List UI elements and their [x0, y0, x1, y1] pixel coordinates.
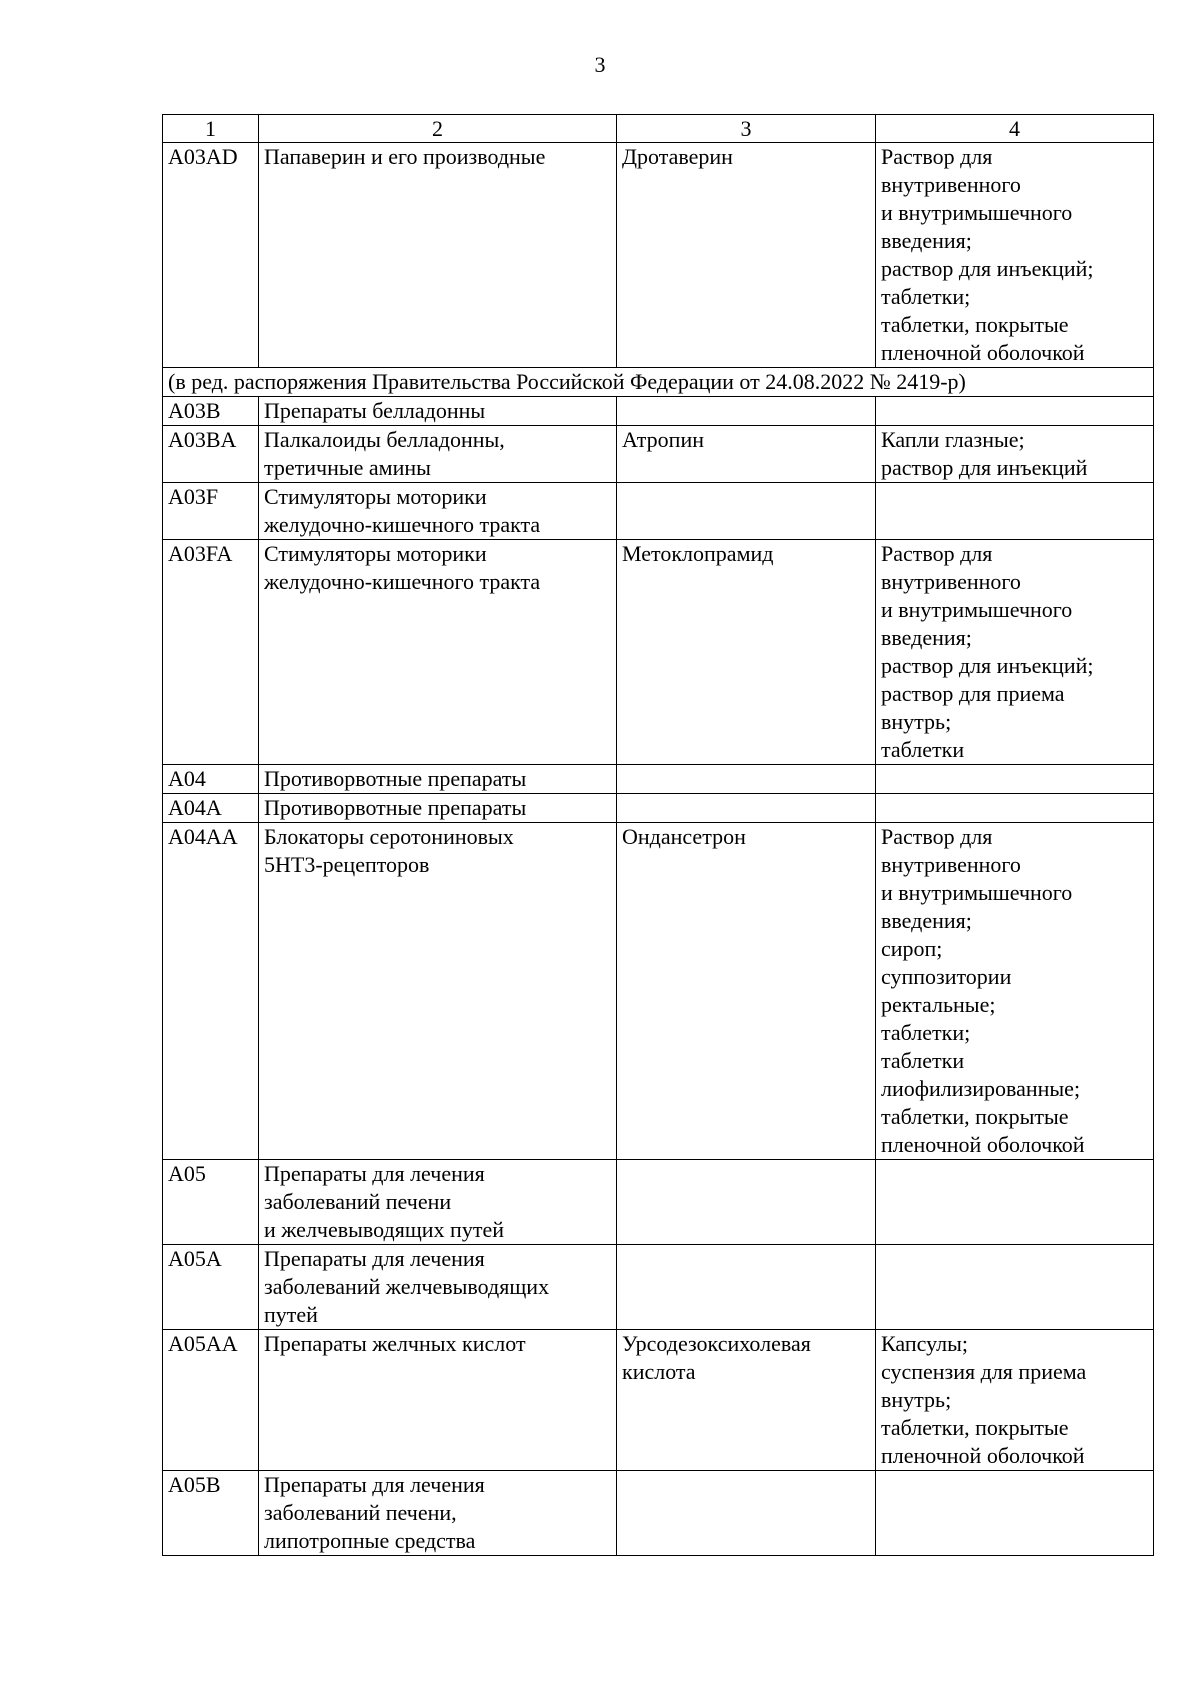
- group-name-cell: Препараты для лечения заболеваний желчевыводящих путей: [259, 1245, 617, 1330]
- group-name-cell: Блокаторы серотониновых 5HT3-рецепторов: [259, 823, 617, 1160]
- group-name-cell: Стимуляторы моторики желудочно-кишечного тракта: [259, 540, 617, 765]
- table-row: [163, 765, 1154, 794]
- group-name-cell: Противорвотные препараты: [259, 765, 617, 794]
- drug-name-cell: [617, 1471, 876, 1556]
- atc-code-cell: A05A: [163, 1245, 259, 1330]
- table-note-row: [163, 368, 1154, 397]
- group-name-cell: Палкалоиды белладонны, третичные амины: [259, 426, 617, 483]
- atc-code-cell: A04: [163, 765, 259, 794]
- dosage-form-cell: [876, 397, 1154, 426]
- dosage-form-cell: Раствор для внутривенного и внутримышечного введения; сироп; суппозитории ректальные; таблетки; таблетки лиофилизированные; таблетки, покрытые пленочной оболочкой: [876, 823, 1154, 1160]
- drug-name-cell: [617, 794, 876, 823]
- drug-table: [162, 114, 1154, 1556]
- group-name-cell: Стимуляторы моторики желудочно-кишечного тракта: [259, 483, 617, 540]
- atc-code-cell: A03FA: [163, 540, 259, 765]
- drug-name-cell: [617, 483, 876, 540]
- drug-name-cell: Ондансетрон: [617, 823, 876, 1160]
- table-row: [163, 823, 1154, 1160]
- group-name-cell: Препараты желчных кислот: [259, 1330, 617, 1471]
- drug-name-cell: [617, 1160, 876, 1245]
- dosage-form-cell: Раствор для внутривенного и внутримышечного введения; раствор для инъекций; таблетки; таблетки, покрытые пленочной оболочкой: [876, 143, 1154, 368]
- group-name-cell: Папаверин и его производные: [259, 143, 617, 368]
- drug-name-cell: Метоклопрамид: [617, 540, 876, 765]
- dosage-form-cell: [876, 794, 1154, 823]
- drug-name-cell: Атропин: [617, 426, 876, 483]
- dosage-form-cell: [876, 483, 1154, 540]
- table-row: [163, 143, 1154, 368]
- atc-code-cell: A05AA: [163, 1330, 259, 1471]
- atc-code-cell: A03F: [163, 483, 259, 540]
- drug-name-cell: [617, 1245, 876, 1330]
- amendment-note: (в ред. распоряжения Правительства Российской Федерации от 24.08.2022 № 2419-р): [163, 368, 1154, 397]
- table-row: [163, 426, 1154, 483]
- header-cell-group: 2: [259, 115, 617, 143]
- drug-name-cell: Урсодезоксихолевая кислота: [617, 1330, 876, 1471]
- table-row: [163, 1471, 1154, 1556]
- header-cell-code: 1: [163, 115, 259, 143]
- atc-code-cell: A04AA: [163, 823, 259, 1160]
- atc-code-cell: A03B: [163, 397, 259, 426]
- atc-code-cell: A05B: [163, 1471, 259, 1556]
- dosage-form-cell: Капли глазные; раствор для инъекций: [876, 426, 1154, 483]
- group-name-cell: Препараты белладонны: [259, 397, 617, 426]
- drug-name-cell: [617, 397, 876, 426]
- dosage-form-cell: [876, 765, 1154, 794]
- drug-name-cell: Дротаверин: [617, 143, 876, 368]
- header-cell-form: 4: [876, 115, 1154, 143]
- atc-code-cell: A03AD: [163, 143, 259, 368]
- dosage-form-cell: Раствор для внутривенного и внутримышечного введения; раствор для инъекций; раствор для приема внутрь; таблетки: [876, 540, 1154, 765]
- page-number: 3: [594, 52, 606, 77]
- atc-code-cell: A03BA: [163, 426, 259, 483]
- table-row: [163, 397, 1154, 426]
- table-header-row: [163, 115, 1154, 143]
- dosage-form-cell: Капсулы; суспензия для приема внутрь; таблетки, покрытые пленочной оболочкой: [876, 1330, 1154, 1471]
- dosage-form-cell: [876, 1471, 1154, 1556]
- group-name-cell: Препараты для лечения заболеваний печени, липотропные средства: [259, 1471, 617, 1556]
- dosage-form-cell: [876, 1160, 1154, 1245]
- header-cell-drug: 3: [617, 115, 876, 143]
- atc-code-cell: A05: [163, 1160, 259, 1245]
- table-row: [163, 1330, 1154, 1471]
- group-name-cell: Противорвотные препараты: [259, 794, 617, 823]
- table-row: [163, 1245, 1154, 1330]
- drug-name-cell: [617, 765, 876, 794]
- dosage-form-cell: [876, 1245, 1154, 1330]
- atc-code-cell: A04A: [163, 794, 259, 823]
- group-name-cell: Препараты для лечения заболеваний печени и желчевыводящих путей: [259, 1160, 617, 1245]
- table-row: [163, 540, 1154, 765]
- table-body: [163, 115, 1154, 1556]
- table-row: [163, 1160, 1154, 1245]
- table-row: [163, 483, 1154, 540]
- table-row: [163, 794, 1154, 823]
